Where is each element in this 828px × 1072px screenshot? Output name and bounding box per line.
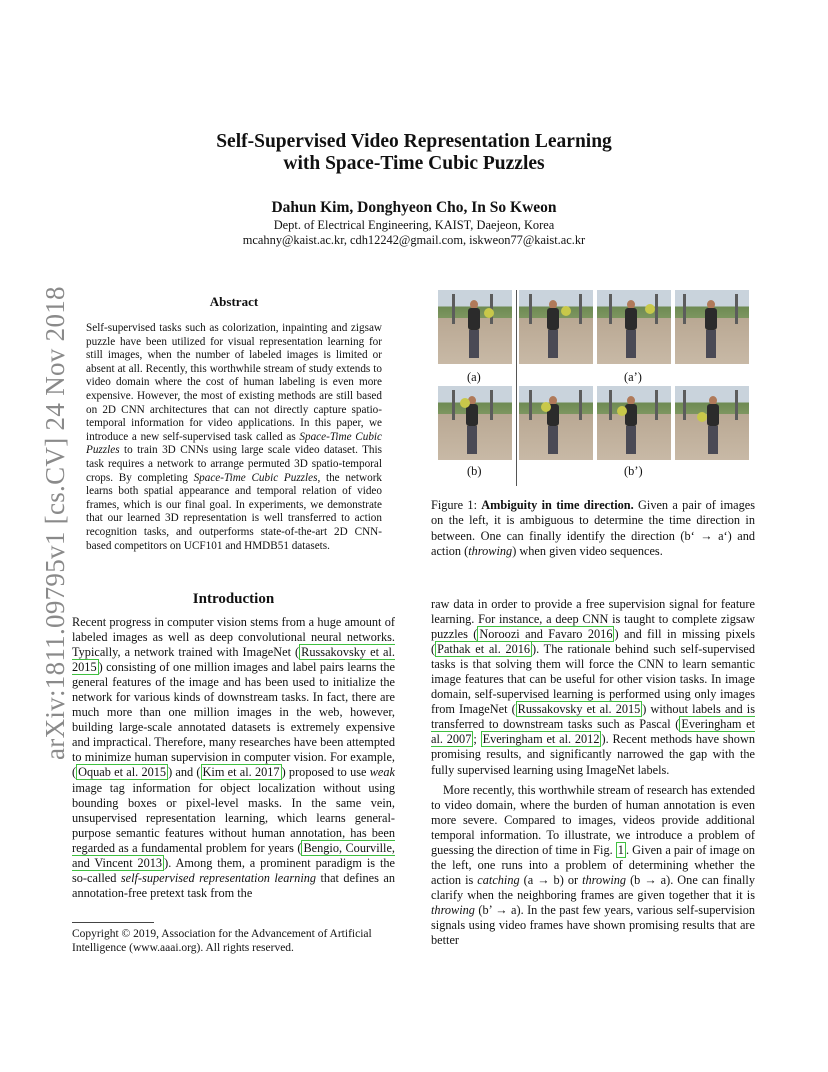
citation-link[interactable]: Kim et al. 2017 (202, 765, 280, 780)
figure-1 (431, 290, 755, 490)
video-frame (519, 290, 593, 364)
citation-link[interactable]: Russakovsky et al. 2015 (517, 702, 641, 717)
citation-link[interactable]: Bengio, Courville, and Vincent 2013 (72, 840, 395, 870)
right-column-body: raw data in order to provide a free supervision signal for feature learning. For instance, a deep CNN is taught to complete zigsaw puzzles ( Noroozi and Favaro 2016 ) and fill in missing pixels ( Pathak et al. 2016 ). The rationale behind such self-supervised tasks is that solving them will force the CNN to learn semantic image features that can be useful for other vision tasks. In image domain, self-supervised learning is performed using only images from ImageNet ( Russakovsky et al. 2015 ) without labels and is transferred to downstream tasks such as Pascal ( Everingham et al. 2007 ; Everingham et al. 2012 ). Recent methods have shown promising results, and significantly narrowed the gap with the fully supervised learning using ImageNet labels. More recently, this worthwhile stream of research has extended to video domain, where the burden of human annotation is even more severe. Compared to images, videos provide additional temporal information. To illustrate, we introduce a problem of guessing the direction of time in Fig. 1 . Given a pair of image on the left, one runs into a problem of determining whether the action is catching (a → b) or throwing (b → a). One can finally clarify when the neighboring frames are given together that it is throwing (b’ → a). In the past few years, various self-supervision signals using video frames have shown promising results that are better (431, 597, 756, 948)
authors: Dahun Kim, Donghyeon Cho, In So Kweon (271, 199, 557, 216)
figure-caption: Figure 1: Ambiguity in time direction. Given a pair of images on the left, it is ambiguous to determine the time direction in between. One can finally identify the direction (b‘ → a‘) and action (throwing) when given video sequences. (431, 498, 755, 558)
figure-label-a-prime: (a’) (624, 370, 642, 384)
figure-label-b-prime: (b’) (624, 464, 643, 478)
figure-reference-link[interactable]: 1 (617, 842, 624, 857)
figure-divider (516, 290, 517, 486)
citation-link[interactable]: Pathak et al. 2016 (437, 642, 531, 657)
abstract-heading: Abstract (209, 294, 259, 309)
citation-link[interactable]: Noroozi and Favaro 2016 (479, 627, 613, 642)
video-frame (675, 290, 749, 364)
citation-link[interactable]: Russakovsky et al. 2015 (72, 645, 395, 675)
paper-title-line2: with Space-Time Cubic Puzzles (283, 153, 545, 174)
video-frame (597, 386, 671, 460)
footnote-rule (72, 922, 154, 923)
video-frame (438, 290, 512, 364)
figure-label-b: (b) (467, 464, 482, 478)
paper-title-line1: Self-Supervised Video Representation Learning (216, 131, 612, 152)
video-frame (519, 386, 593, 460)
citation-link[interactable]: Everingham et al. 2012 (482, 732, 600, 747)
video-frame (597, 290, 671, 364)
introduction-heading: Introduction (192, 591, 275, 607)
video-frame (675, 386, 749, 460)
video-frame (438, 386, 512, 460)
citation-link[interactable]: Oquab et al. 2015 (78, 765, 167, 780)
affiliation: Dept. of Electrical Engineering, KAIST, Daejeon, Korea (273, 218, 555, 232)
emails: mcahny@kaist.ac.kr, cdh12242@gmail.com, iskweon77@kaist.ac.kr (242, 233, 586, 247)
introduction-body: Recent progress in computer vision stems from a huge amount of labeled images as well as deep convolutional neural networks. Typically, a network trained with ImageNet ( Russakovsky et al. 2015 ) consisting of one million images and label pairs learns the general features of the image and has been used to initialize the network for various kinds of downstream tasks. In fact, there are much more than one million images in the web, however, building large-scale annotated datasets is extremely expensive and impractical. Therefore, many researches have been attempted to minimize human supervision in computer vision. For example, ( Oquab et al. 2015 ) and ( Kim et al. 2017 ) proposed to use weak image tag information for object localization without using bounding boxes or pixel-level masks. In the same vein, unsupervised representation learning, which learns general-purpose semantic features without human annotation, has been regarded as a fundamental problem for years ( Bengio, Courville, and Vincent 2013 ). Among them, a prominent paradigm is the so-called self-supervised representation learning that defines an annotation-free pretext task from the (72, 615, 395, 900)
citation-link[interactable]: Everingham et al. 2007 (431, 717, 755, 747)
abstract-body: Self-supervised tasks such as colorization, inpainting and zigsaw puzzle have been utilized for visual representation learning for still images, when the number of labeled images is limited or absent at all. Recently, this worthwhile stream of study extends to video domain where the cost of human labeling is even more expensive. However, the most of existing methods are still based on 2D CNN architectures that can not directly capture spatio-temporal information for video applications. In this paper, we introduce a new self-supervised task called as Space-Time Cubic Puzzles to train 3D CNNs using large scale video dataset. This task requires a network to arrange permuted 3D spatio-temporal crops. By completing Space-Time Cubic Puzzles, the network learns both spatial appearance and temporal relation of video frames, which is our final goal. In experiments, we demonstrate that our learned 3D representation is well transferred to action recognition tasks, and outperforms state-of-the-art 2D CNN-based competitors on UCF101 and HMDB51 datasets. (86, 322, 383, 552)
figure-label-a: (a) (467, 370, 481, 384)
copyright-notice: Copyright © 2019, Association for the Advancement of Artificial Intelligence (www.aaai.org). All rights reserved. (72, 928, 372, 954)
arxiv-stamp (10, 280, 70, 760)
arxiv-stamp-text: arXiv:1811.09795v1 [cs.CV] 24 Nov 2018 (40, 286, 70, 760)
